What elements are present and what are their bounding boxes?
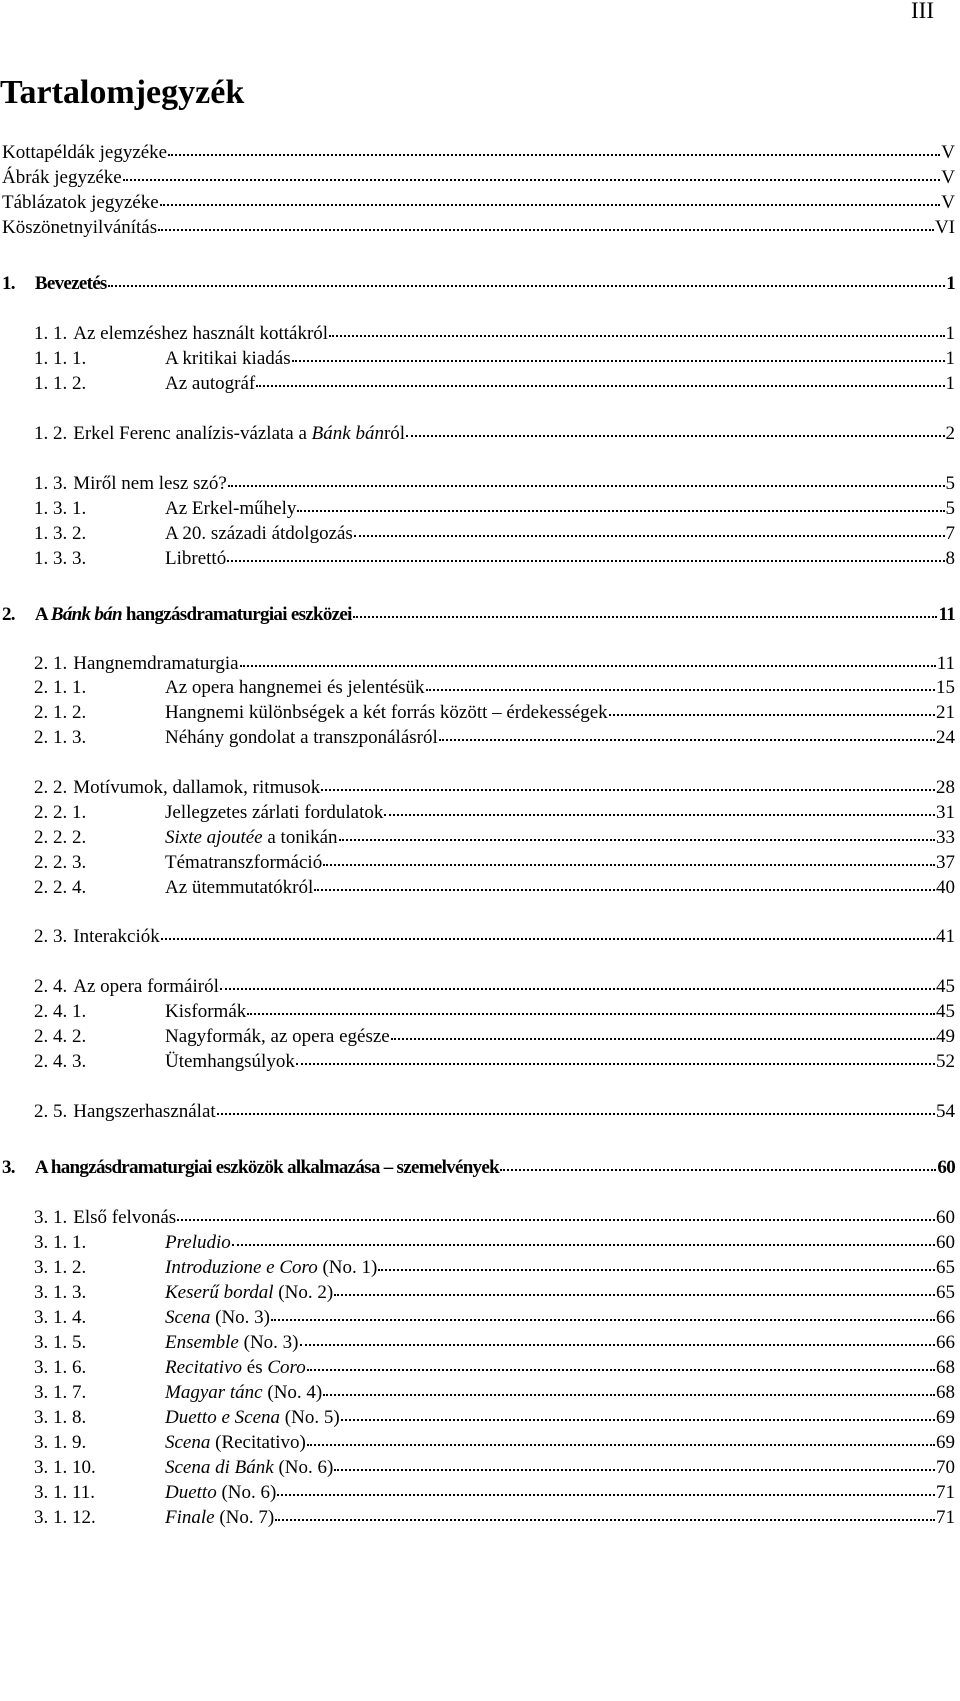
toc-entry[interactable]: [2, 141, 955, 165]
toc-entry-number: 2. 2. 1.: [34, 802, 87, 823]
toc-entry[interactable]: [34, 1050, 955, 1074]
toc-entry-number: 1. 3. 1.: [34, 498, 87, 519]
toc-entry-title: Interakciók: [73, 926, 160, 947]
dot-leader: [426, 689, 935, 691]
toc-entry-italic-title: Duetto: [165, 1482, 217, 1503]
toc-entry-number: 2. 2. 3.: [34, 852, 87, 873]
toc-entry-title: A hangzásdramaturgiai eszközök alkalmazása – szemelvények: [34, 1157, 499, 1178]
toc-entry-number: 3. 1. 5.: [34, 1332, 87, 1353]
toc-entry-page-number: 54: [936, 1101, 955, 1122]
toc-entry[interactable]: [34, 676, 955, 700]
dot-leader: [378, 1269, 935, 1271]
dot-leader: [406, 435, 944, 437]
toc-entry-number: 2.: [2, 604, 15, 625]
toc-entry[interactable]: [34, 522, 955, 546]
dot-leader: [300, 1344, 935, 1346]
toc-entry[interactable]: [34, 1000, 955, 1024]
toc-entry[interactable]: [34, 1306, 955, 1330]
toc-entry-page-number: V: [941, 142, 955, 163]
toc-entry-title: Hangnemi különbségek a két forrás között – érdekességek: [165, 702, 608, 723]
toc-entry[interactable]: [34, 652, 955, 676]
toc-entry-page-number: 69: [936, 1407, 955, 1428]
dot-leader: [314, 889, 935, 891]
toc-entry-page-number: 45: [936, 1001, 955, 1022]
toc-entry-page-number: 2: [945, 423, 955, 444]
dot-leader: [609, 714, 935, 716]
toc-entry-page-number: 60: [936, 1232, 955, 1253]
toc-entry-number: 1. 3.: [34, 473, 68, 494]
toc-entry-title: Bevezetés: [34, 273, 107, 294]
toc-entry-number: 3. 1. 3.: [34, 1282, 87, 1303]
toc-entry-title: Nagyformák, az opera egésze: [165, 1026, 390, 1047]
dot-leader: [500, 1169, 936, 1171]
dot-leader: [307, 1369, 935, 1371]
toc-entry[interactable]: [34, 1206, 955, 1230]
toc-entry[interactable]: [34, 801, 955, 825]
toc-entry[interactable]: [34, 1231, 955, 1255]
toc-entry-title: Duetto (No. 6): [165, 1482, 277, 1503]
page-title: Tartalomjegyzék: [0, 74, 245, 111]
dot-leader: [168, 154, 940, 156]
dot-leader: [232, 1244, 935, 1246]
dot-leader: [321, 789, 935, 791]
toc-entry-page-number: 7: [945, 523, 955, 544]
toc-entry[interactable]: [34, 1100, 955, 1124]
toc-entry-number: 3. 1. 9.: [34, 1432, 87, 1453]
toc-entry-page-number: 33: [936, 827, 955, 848]
toc-entry[interactable]: [34, 497, 955, 521]
toc-entry[interactable]: [34, 975, 955, 999]
toc-entry[interactable]: [2, 191, 955, 215]
toc-entry-page-number: 41: [936, 926, 955, 947]
toc-entry-page-number: 24: [936, 727, 955, 748]
dot-leader: [160, 204, 941, 206]
toc-entry-page-number: 69: [936, 1432, 955, 1453]
toc-entry[interactable]: [34, 1506, 955, 1530]
toc-entry-number: 3. 1. 4.: [34, 1307, 87, 1328]
dot-leader: [177, 1219, 935, 1221]
dot-leader: [296, 1063, 935, 1065]
toc-entry-page-number: 28: [936, 777, 955, 798]
toc-entry[interactable]: [34, 1356, 955, 1380]
toc-entry-page-number: 37: [936, 852, 955, 873]
toc-entry-number: 3.: [2, 1157, 15, 1178]
toc-entry[interactable]: [2, 166, 955, 190]
toc-entry[interactable]: [34, 1456, 955, 1480]
toc-entry-number: 2. 1. 3.: [34, 727, 87, 748]
toc-entry-italic-title: Bánk bán: [50, 604, 122, 625]
toc-entry-italic-title: Preludio: [165, 1232, 231, 1253]
toc-entry-number: 2. 3.: [34, 926, 68, 947]
toc-entry[interactable]: [34, 1481, 955, 1505]
toc-entry-number: 2. 1. 1.: [34, 677, 87, 698]
toc-entry-italic-title: Recitativo: [165, 1357, 243, 1378]
toc-entry-page-number: 66: [936, 1307, 955, 1328]
toc-entry-page-number: 49: [936, 1026, 955, 1047]
toc-entry-page-number: V: [941, 192, 955, 213]
dot-leader: [391, 1038, 935, 1040]
dot-leader: [227, 560, 944, 562]
toc-chapter-entry[interactable]: [2, 1156, 955, 1180]
toc-entry-page-number: 5: [945, 473, 955, 494]
toc-entry-title: Az ütemmutatókról: [165, 877, 314, 898]
toc-chapter-entry[interactable]: [2, 603, 955, 627]
dot-leader: [123, 179, 941, 181]
dot-leader: [292, 360, 945, 362]
toc-entry-page-number: 60: [937, 1157, 955, 1178]
toc-entry-title: Miről nem lesz szó?: [73, 473, 227, 494]
dot-leader: [341, 1419, 935, 1421]
toc-entry-number: 1.: [2, 273, 15, 294]
toc-entry-title: Táblázatok jegyzéke: [2, 192, 159, 213]
dot-leader: [323, 1394, 935, 1396]
dot-leader: [108, 285, 946, 287]
toc-entry-number: 2. 5.: [34, 1101, 68, 1122]
toc-entry-title: Magyar tánc (No. 4): [165, 1382, 323, 1403]
toc-entry-title: Scena di Bánk (No. 6): [165, 1457, 334, 1478]
toc-entry-page-number: 60: [936, 1207, 955, 1228]
dot-leader: [161, 938, 935, 940]
toc-entry-number: 1. 1. 2.: [34, 373, 87, 394]
toc-entry-number: 2. 1.: [34, 653, 68, 674]
toc-entry-title: Jellegzetes zárlati fordulatok: [165, 802, 384, 823]
dot-leader: [297, 510, 944, 512]
toc-entry[interactable]: [34, 1406, 955, 1430]
toc-entry-title: Sixte ajoutée a tonikán: [165, 827, 338, 848]
dot-leader: [256, 385, 944, 387]
toc-entry-page-number: 15: [936, 677, 955, 698]
toc-entry-number: 3. 1. 1.: [34, 1232, 87, 1253]
toc-entry-title: Motívumok, dallamok, ritmusok: [73, 777, 321, 798]
toc-entry-italic-title: Introduzione e Coro: [165, 1257, 318, 1278]
toc-entry-title: Tématranszformáció: [165, 852, 323, 873]
toc-entry-number: 3. 1. 8.: [34, 1407, 87, 1428]
toc-entry-number: 3. 1. 2.: [34, 1257, 87, 1278]
toc-entry-number: 3. 1. 11.: [34, 1482, 96, 1503]
toc-entry-number: 2. 4.: [34, 976, 68, 997]
toc-entry-page-number: 1: [945, 373, 955, 394]
toc-entry-number: 2. 2. 4.: [34, 877, 87, 898]
toc-entry[interactable]: [34, 422, 955, 446]
toc-entry-number: 2. 4. 1.: [34, 1001, 87, 1022]
toc-entry-page-number: 5: [945, 498, 955, 519]
toc-entry-page-number: V: [941, 167, 955, 188]
toc-entry-title: A Bánk bán hangzásdramaturgiai eszközei: [34, 604, 352, 625]
toc-entry-page-number: 70: [936, 1457, 955, 1478]
toc-entry-title: A 20. századi átdolgozás: [165, 523, 353, 544]
toc-entry-title: Finale (No. 7): [165, 1507, 275, 1528]
page-number: III: [911, 0, 934, 23]
toc-entry[interactable]: [34, 372, 955, 396]
dot-leader: [217, 1113, 935, 1115]
toc-entry[interactable]: [34, 701, 955, 725]
toc-entry-title: Az opera formáiról: [73, 976, 219, 997]
dot-leader: [354, 535, 945, 537]
dot-leader: [329, 335, 944, 337]
toc-entry-italic-title: Magyar tánc: [165, 1382, 263, 1403]
toc-entry-page-number: 21: [936, 702, 955, 723]
dot-leader: [307, 1444, 935, 1446]
toc-entry-italic-title: Ensemble: [165, 1332, 239, 1353]
toc-entry-italic-title: Scena: [165, 1432, 211, 1453]
dot-leader: [353, 616, 938, 618]
toc-entry-title: Az autográf: [165, 373, 256, 394]
toc-entry-page-number: 1: [945, 323, 955, 344]
toc-entry-title: Kottapéldák jegyzéke: [2, 142, 168, 163]
toc-entry-number: 3. 1.: [34, 1207, 68, 1228]
dot-leader: [158, 229, 934, 231]
toc-entry-number: 1. 1.: [34, 323, 68, 344]
toc-entry[interactable]: [34, 1331, 955, 1355]
toc-entry-number: 1. 1. 1.: [34, 348, 87, 369]
toc-entry[interactable]: [34, 1025, 955, 1049]
dot-leader: [275, 1519, 935, 1521]
toc-entry-number: 1. 3. 3.: [34, 548, 87, 569]
toc-entry-title: Néhány gondolat a transzponálásról: [165, 727, 438, 748]
toc-entry-title: Az Erkel-műhely: [165, 498, 297, 519]
dot-leader: [334, 1469, 935, 1471]
toc-entry-number: 3. 1. 12.: [34, 1507, 96, 1528]
toc-entry-number: 1. 2.: [34, 423, 68, 444]
dot-leader: [271, 1319, 935, 1321]
dot-leader: [277, 1494, 935, 1496]
toc-entry-italic-title: Scena: [165, 1307, 211, 1328]
toc-entry-title: Ábrák jegyzéke: [2, 167, 122, 188]
toc-entry-italic-title: Sixte ajoutée: [165, 827, 263, 848]
toc-entry-number: 2. 2. 2.: [34, 827, 87, 848]
toc-entry-page-number: 1: [946, 273, 955, 294]
toc-entry-title: Introduzione e Coro (No. 1): [165, 1257, 378, 1278]
toc-entry[interactable]: [34, 726, 955, 750]
toc-entry[interactable]: [34, 347, 955, 371]
toc-entry-title: Hangnemdramaturgia: [73, 653, 239, 674]
toc-entry-title: Első felvonás: [73, 1207, 177, 1228]
toc-entry-italic-title: Keserű bordal: [165, 1282, 274, 1303]
toc-entry-page-number: 11: [938, 604, 955, 625]
dot-leader: [240, 665, 936, 667]
toc-entry-title: Hangszerhasználat: [73, 1101, 216, 1122]
toc-entry-page-number: 68: [936, 1357, 955, 1378]
toc-entry-title: Recitativo és Coro: [165, 1357, 306, 1378]
toc-entry[interactable]: [34, 1381, 955, 1405]
toc-entry-italic-title: Bánk bán: [311, 423, 384, 444]
toc-entry[interactable]: [34, 322, 955, 346]
toc-entry-number: 3. 1. 10.: [34, 1457, 96, 1478]
toc-entry-title: Duetto e Scena (No. 5): [165, 1407, 340, 1428]
toc-entry[interactable]: [34, 1431, 955, 1455]
toc-entry-title: Köszönetnyilvánítás: [2, 217, 158, 238]
dot-leader: [220, 988, 935, 990]
toc-entry-page-number: 31: [936, 802, 955, 823]
toc-chapter-entry[interactable]: [2, 272, 955, 296]
toc-entry-number: 1. 3. 2.: [34, 523, 87, 544]
toc-entry[interactable]: [34, 547, 955, 571]
toc-entry-italic-title: Duetto e Scena: [165, 1407, 281, 1428]
toc-entry-title: Ütemhangsúlyok: [165, 1051, 295, 1072]
toc-entry-number: 3. 1. 6.: [34, 1357, 87, 1378]
toc-entry-italic-title: Finale: [165, 1507, 215, 1528]
toc-entry[interactable]: [34, 1256, 955, 1280]
dot-leader: [339, 839, 935, 841]
toc-entry-number: 2. 4. 2.: [34, 1026, 87, 1047]
toc-entry-page-number: 8: [945, 548, 955, 569]
toc-entry[interactable]: [2, 216, 955, 240]
toc-entry-number: 3. 1. 7.: [34, 1382, 87, 1403]
toc-entry-italic-title: Scena di Bánk: [165, 1457, 274, 1478]
toc-entry-italic-title: Coro: [267, 1357, 306, 1378]
dot-leader: [323, 864, 935, 866]
dot-leader: [228, 485, 945, 487]
toc-entry[interactable]: [34, 876, 955, 900]
toc-entry-page-number: 68: [936, 1382, 955, 1403]
toc-entry[interactable]: [34, 1281, 955, 1305]
toc-entry-page-number: 52: [936, 1051, 955, 1072]
dot-leader: [334, 1294, 935, 1296]
toc-entry[interactable]: [34, 776, 955, 800]
dot-leader: [384, 814, 935, 816]
toc-entry[interactable]: [34, 851, 955, 875]
toc-entry-title: Scena (No. 3): [165, 1307, 271, 1328]
toc-entry-number: 2. 1. 2.: [34, 702, 87, 723]
toc-entry-page-number: 65: [936, 1282, 955, 1303]
toc-entry-title: Keserű bordal (No. 2): [165, 1282, 334, 1303]
toc-entry-page-number: 1: [945, 348, 955, 369]
toc-entry-page-number: 66: [936, 1332, 955, 1353]
toc-entry-page-number: 71: [936, 1482, 955, 1503]
toc-entry-title: Az elemzéshez használt kottákról: [73, 323, 329, 344]
toc-entry-page-number: 71: [936, 1507, 955, 1528]
toc-entry-title: Librettó: [165, 548, 227, 569]
toc-entry-title: Kisformák: [165, 1001, 247, 1022]
toc-entry-title: Ensemble (No. 3): [165, 1332, 299, 1353]
toc-entry-page-number: 65: [936, 1257, 955, 1278]
toc-entry-page-number: 40: [936, 877, 955, 898]
toc-entry-title: Erkel Ferenc analízis-vázlata a Bánk bánról: [73, 423, 406, 444]
toc-entry-page-number: 11: [936, 653, 955, 674]
toc-entry-title: Scena (Recitativo): [165, 1432, 306, 1453]
toc-entry-page-number: 45: [936, 976, 955, 997]
toc-entry-title: A kritikai kiadás: [165, 348, 291, 369]
toc-entry[interactable]: [34, 472, 955, 496]
toc-entry-number: 2. 2.: [34, 777, 68, 798]
toc-entry[interactable]: [34, 826, 955, 850]
toc-entry-title: [165, 1231, 231, 1255]
toc-entry-page-number: VI: [934, 217, 955, 238]
toc-entry-number: 2. 4. 3.: [34, 1051, 87, 1072]
dot-leader: [247, 1013, 935, 1015]
toc-entry-title: Az opera hangnemei és jelentésük: [165, 677, 425, 698]
toc-entry[interactable]: [34, 925, 955, 949]
dot-leader: [439, 739, 935, 741]
